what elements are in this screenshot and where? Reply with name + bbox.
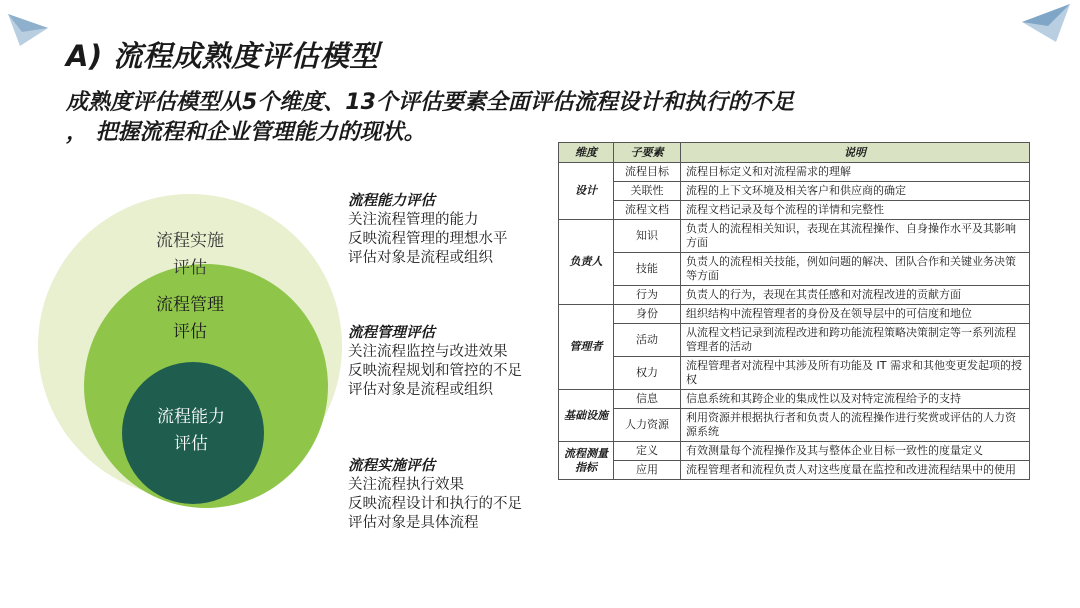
table-row (559, 442, 1030, 461)
element-cell: 流程文档 (614, 201, 681, 220)
paper-plane-icon-right (1018, 2, 1074, 46)
explanation-cell: 流程管理者对流程中其涉及所有功能及 IT 需求和其他变更发起项的授权 (681, 357, 1030, 390)
page-subtitle (66, 88, 866, 148)
explanation-cell: 流程文档记录及每个流程的详情和完整性 (681, 201, 1030, 220)
explanation-cell: 流程目标定义和对流程需求的理解 (681, 163, 1030, 182)
description-heading: 流程实施评估 (348, 458, 435, 474)
maturity-table (558, 142, 1030, 480)
element-cell: 权力 (614, 357, 681, 390)
table-row (559, 253, 1030, 286)
description-implementation (348, 457, 548, 533)
middle-circle-label (135, 292, 245, 346)
table-row (559, 357, 1030, 390)
header-dimension: 维度 (559, 143, 614, 163)
table-row (559, 390, 1030, 409)
table-row (559, 409, 1030, 442)
explanation-cell: 组织结构中流程管理者的身份及在领导层中的可信度和地位 (681, 305, 1030, 324)
description-management (348, 324, 548, 400)
dimension-cell: 基础设施 (559, 390, 614, 442)
element-cell: 行为 (614, 286, 681, 305)
description-line: 评估对象是流程或组织 (348, 382, 493, 398)
description-line: 反映流程管理的理想水平 (348, 231, 508, 247)
dimension-cell: 负责人 (559, 220, 614, 305)
explanation-cell: 从流程文档记录到流程改进和跨功能流程策略决策制定等一系列流程管理者的活动 (681, 324, 1030, 357)
table-row (559, 286, 1030, 305)
middle-label-line-1: 流程管理 (156, 295, 224, 315)
description-line: 评估对象是流程或组织 (348, 250, 493, 266)
outer-label-line-1: 流程实施 (156, 231, 224, 251)
description-capability (348, 192, 548, 268)
explanation-cell: 信息系统和其跨企业的集成性以及对特定流程给予的支持 (681, 390, 1030, 409)
header-explanation: 说明 (681, 143, 1030, 163)
explanation-cell: 有效测量每个流程操作及其与整体企业目标一致性的度量定义 (681, 442, 1030, 461)
element-cell: 应用 (614, 461, 681, 480)
description-line: 关注流程执行效果 (348, 477, 464, 493)
explanation-cell: 流程管理者和流程负责人对这些度量在监控和改进流程结果中的使用 (681, 461, 1030, 480)
explanation-cell: 负责人的流程相关知识，表现在其流程操作、自身操作水平及其影响方面 (681, 220, 1030, 253)
table-header-row (559, 143, 1030, 163)
header-sub-element: 子要素 (614, 143, 681, 163)
description-line: 反映流程设计和执行的不足 (348, 496, 522, 512)
description-line: 关注流程管理的能力 (348, 212, 479, 228)
inner-circle-label (136, 404, 246, 458)
table-row (559, 163, 1030, 182)
dimension-cell: 设计 (559, 163, 614, 220)
element-cell: 定义 (614, 442, 681, 461)
element-cell: 身份 (614, 305, 681, 324)
subtitle-line-1: 成熟度评估模型从5个维度、13个评估要素全面评估流程设计和执行的不足 (66, 90, 794, 115)
element-cell: 技能 (614, 253, 681, 286)
middle-label-line-2: 评估 (173, 322, 207, 342)
inner-label-line-1: 流程能力 (157, 407, 225, 427)
outer-label-line-2: 评估 (173, 258, 207, 278)
element-cell: 关联性 (614, 182, 681, 201)
dimension-cell: 管理者 (559, 305, 614, 390)
table-row (559, 324, 1030, 357)
table-row (559, 305, 1030, 324)
description-line: 评估对象是具体流程 (348, 515, 479, 531)
element-cell: 信息 (614, 390, 681, 409)
dimension-cell: 流程测量指标 (559, 442, 614, 480)
outer-circle-label (135, 228, 245, 282)
subtitle-line-2: ， 把握流程和企业管理能力的现状。 (66, 120, 426, 145)
description-heading: 流程管理评估 (348, 325, 435, 341)
element-cell: 知识 (614, 220, 681, 253)
paper-plane-icon-left (6, 10, 50, 50)
description-line: 关注流程监控与改进效果 (348, 344, 508, 360)
description-line: 反映流程规划和管控的不足 (348, 363, 522, 379)
description-heading: 流程能力评估 (348, 193, 435, 209)
table-row (559, 220, 1030, 253)
element-cell: 流程目标 (614, 163, 681, 182)
page-title: A) 流程成熟度评估模型 (66, 39, 379, 73)
inner-label-line-2: 评估 (174, 434, 208, 454)
table-row (559, 461, 1030, 480)
element-cell: 人力资源 (614, 409, 681, 442)
explanation-cell: 负责人的行为，表现在其责任感和对流程改进的贡献方面 (681, 286, 1030, 305)
explanation-cell: 负责人的流程相关技能，例如问题的解决、团队合作和关键业务决策等方面 (681, 253, 1030, 286)
table-row (559, 201, 1030, 220)
element-cell: 活动 (614, 324, 681, 357)
explanation-cell: 流程的上下文环境及相关客户和供应商的确定 (681, 182, 1030, 201)
table-row (559, 182, 1030, 201)
explanation-cell: 利用资源并根据执行者和负责人的流程操作进行奖赏或评估的人力资源系统 (681, 409, 1030, 442)
